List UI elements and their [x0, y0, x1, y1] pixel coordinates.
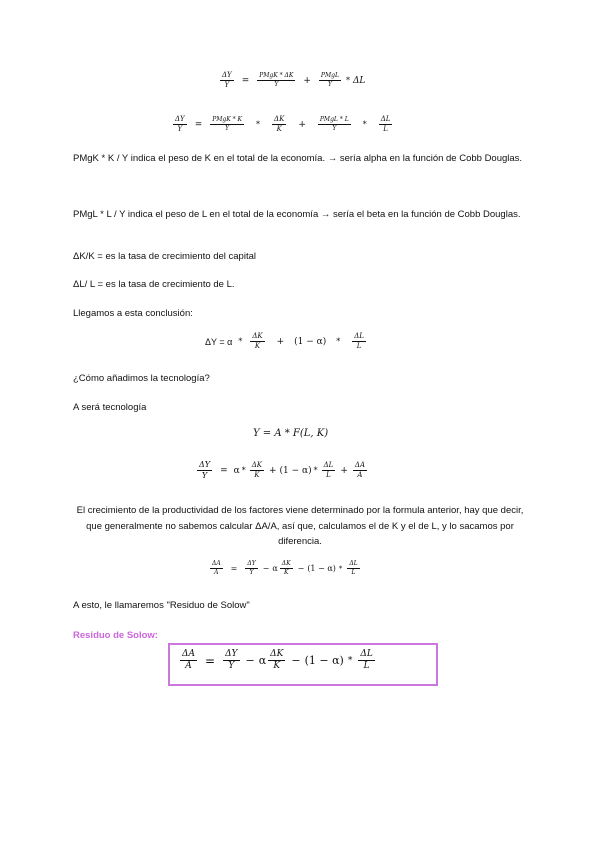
equation-3: ΔY = α * $\frac{\Delta K}{K}$ + (1 − α) * $\frac{\Delta L}{L}$ — [205, 332, 364, 350]
equation-2: $\frac{\Delta Y}{Y}$ = $\frac{\text{PMgK * K}}{Y}$ * $\frac{\Delta K}{K}$ + $\frac{\text{PMgL * L}}{Y}$ * $\frac{\Delta L}{L}$ — [175, 115, 391, 133]
section-heading: Residuo de Solow: — [73, 630, 158, 641]
paragraph-pmgk: PMgK * K / Y indica el peso de K en el total de la economía. → sería alpha en la función de Cobb Douglas. — [73, 153, 523, 164]
paragraph-labor-growth: ΔL/ L = es la tasa de crecimiento de L. — [73, 279, 235, 290]
fraction: $\frac{\text{PMgK * K}}{Y}$ — [212, 116, 243, 132]
fraction: $\frac{\Delta L}{L}$ — [323, 461, 334, 479]
fraction: $\frac{\Delta K}{K}$ — [281, 560, 291, 576]
fraction: $\frac{\Delta L}{L}$ — [349, 560, 358, 576]
equation-1: $\frac{\Delta Y}{Y}$ = $\frac{\text{PMgK * ΔK}}{Y}$ + $\frac{\text{PMgL}}{Y}$ * ΔL — [222, 71, 366, 89]
fraction: $\frac{\Delta L}{L}$ — [354, 332, 364, 350]
paragraph-technology-question: ¿Cómo añadimos la tecnología? — [73, 373, 210, 384]
equation-5: $\frac{\Delta Y}{Y}$ = α * $\frac{\Delta K}{K}$ + (1 − α) * $\frac{\Delta L}{L}$ + $\frac{\Delta A}{A}$ — [199, 460, 366, 480]
fraction: $\frac{\Delta A}{A}$ — [354, 461, 366, 479]
fraction: $\frac{\Delta L}{L}$ — [360, 649, 373, 671]
fraction: $\frac{\Delta A}{A}$ — [182, 649, 195, 671]
fraction: $\frac{\Delta Y}{Y}$ — [222, 71, 232, 89]
fraction: $\frac{\Delta K}{K}$ — [274, 115, 285, 133]
fraction: $\frac{\Delta K}{K}$ — [252, 332, 263, 350]
fraction: $\frac{\Delta Y}{Y}$ — [225, 649, 238, 671]
equation-7: $\frac{\Delta A}{A}$ = $\frac{\Delta Y}{Y}$ − α $\frac{\Delta K}{K}$ − (1 − α) * $\frac{\Delta L}{L}$ — [182, 649, 373, 671]
fraction: $\frac{\Delta Y}{Y}$ — [247, 560, 256, 576]
fraction: $\frac{\Delta L}{L}$ — [380, 115, 391, 133]
fraction: $\frac{\Delta K}{K}$ — [270, 649, 284, 671]
paragraph-conclusion: Llegamos a esta conclusión: — [73, 308, 193, 319]
paragraph-productivity: El crecimiento de la productividad de los factores viene determinado por la formula anterior, hay que decir, que generalmente no sabemos calcular ΔA/A, así que, calculamos el de K y el de L, y lo sacamos por diferencia. — [76, 505, 524, 547]
fraction: $\frac{\Delta Y}{Y}$ — [175, 115, 185, 133]
paragraph-capital-growth: ΔK/K = es la tasa de crecimiento del capital — [73, 251, 256, 262]
fraction: $\frac{\text{PMgL}}{Y}$ — [320, 72, 339, 88]
fraction: $\frac{\text{PMgK * ΔK}}{Y}$ — [259, 72, 294, 88]
fraction: $\frac{\text{PMgL * L}}{Y}$ — [319, 116, 349, 132]
paragraph-pmgl: PMgL * L / Y indica el peso de L en el total de la economía → sería el beta en la función de Cobb Douglas. — [73, 209, 521, 220]
fraction: $\frac{\Delta K}{K}$ — [251, 461, 262, 479]
paragraph-technology: A será tecnología — [73, 402, 147, 413]
fraction: $\frac{\Delta A}{A}$ — [212, 560, 221, 576]
equation-6: $\frac{\Delta A}{A}$ = $\frac{\Delta Y}{Y}$ − α $\frac{\Delta K}{K}$ − (1 − α) * $\frac{\Delta L}{L}$ — [212, 560, 358, 576]
paragraph-solow-residual: A esto, le llamaremos "Residuo de Solow" — [73, 600, 250, 611]
fraction: $\frac{\Delta Y}{Y}$ — [199, 460, 211, 480]
equation-4: Y = A * F(L, K) — [253, 428, 329, 439]
